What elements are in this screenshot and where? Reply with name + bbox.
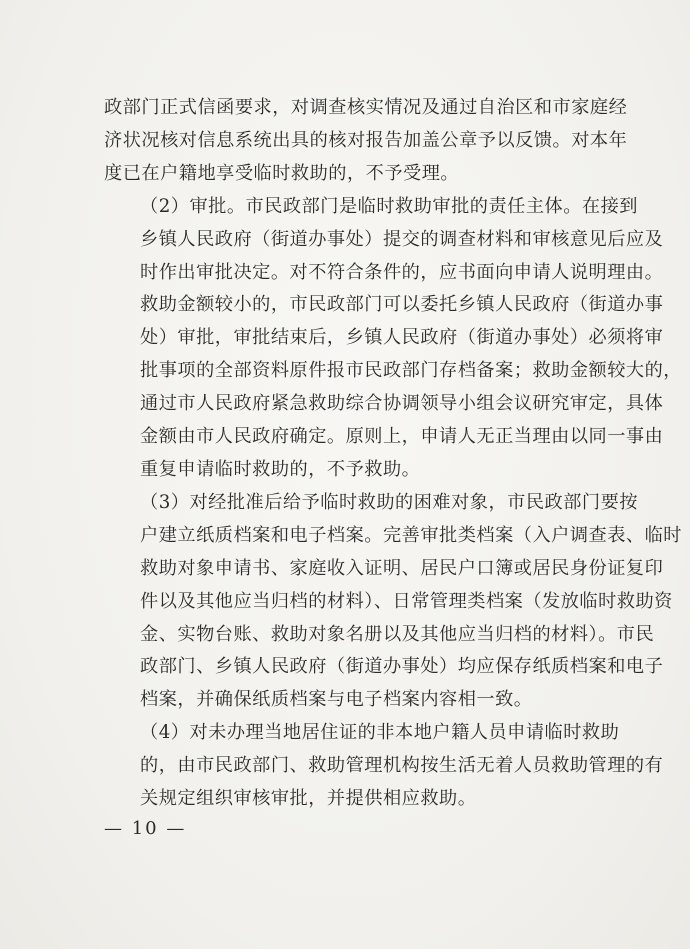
text-line: 度已在户籍地享受临时救助的，不予受理。 <box>104 162 460 184</box>
text-line: 件以及其他应当归档的材料）、日常管理类档案（发放临时救助资 <box>140 590 673 612</box>
text-line: 救助对象申请书、家庭收入证明、居民户口簿或居民身份证复印 <box>140 557 664 579</box>
paragraph-4 <box>104 717 664 816</box>
text-line: 处）审批，审批结束后，乡镇人民政府（街道办事处）必须将审 <box>140 327 664 349</box>
text-line: （2）审批。市民政部门是临时救助审批的责任主体。在接到 <box>140 195 638 217</box>
text-line: 档案，并确保纸质档案与电子档案内容相一致。 <box>140 689 533 711</box>
text-line: （3）对经批准后给予临时救助的困难对象，市民政部门要按 <box>140 491 638 513</box>
paragraph-1 <box>104 92 628 191</box>
text-line: 重复申请临时救助的，不予救助。 <box>140 458 421 480</box>
text-line: 金额由市人民政府确定。原则上，申请人无正当理由以同一事由 <box>140 426 664 448</box>
text-line: 的，由市民政部门、救助管理机构按生活无着人员救助管理的有 <box>140 755 664 777</box>
text-line: 批事项的全部资料原件报市民政部门存档备案；救助金额较大的， <box>140 360 682 382</box>
document-body <box>104 92 682 816</box>
text-line: 时作出审批决定。对不符合条件的，应书面向申请人说明理由。 <box>140 261 664 283</box>
text-line: 金、实物台账、救助对象名册以及其他应当归档的材料）。市民 <box>140 623 655 645</box>
text-line: 通过市人民政府紧急救助综合协调领导小组会议研究审定，具体 <box>140 393 664 415</box>
page-number: — 10 — <box>104 818 187 839</box>
text-line: 救助金额较小的，市民政部门可以委托乡镇人民政府（街道办事 <box>140 294 664 316</box>
text-line: 济状况核对信息系统出具的核对报告加盖公章予以反馈。对本年 <box>104 129 628 151</box>
text-line: 政部门、乡镇人民政府（街道办事处）均应保存纸质档案和电子 <box>140 656 664 678</box>
text-line: 户建立纸质档案和电子档案。完善审批类档案（入户调查表、临时 <box>140 524 682 546</box>
paragraph-2 <box>104 191 682 487</box>
paragraph-3 <box>104 487 682 717</box>
text-line: 乡镇人民政府（街道办事处）提交的调查材料和审核意见后应及 <box>140 228 664 250</box>
text-line: 政部门正式信函要求，对调查核实情况及通过自治区和市家庭经 <box>104 97 628 118</box>
text-line: （4）对未办理当地居住证的非本地户籍人员申请临时救助 <box>140 722 620 744</box>
text-line: 关规定组织审核审批，并提供相应救助。 <box>140 788 477 810</box>
